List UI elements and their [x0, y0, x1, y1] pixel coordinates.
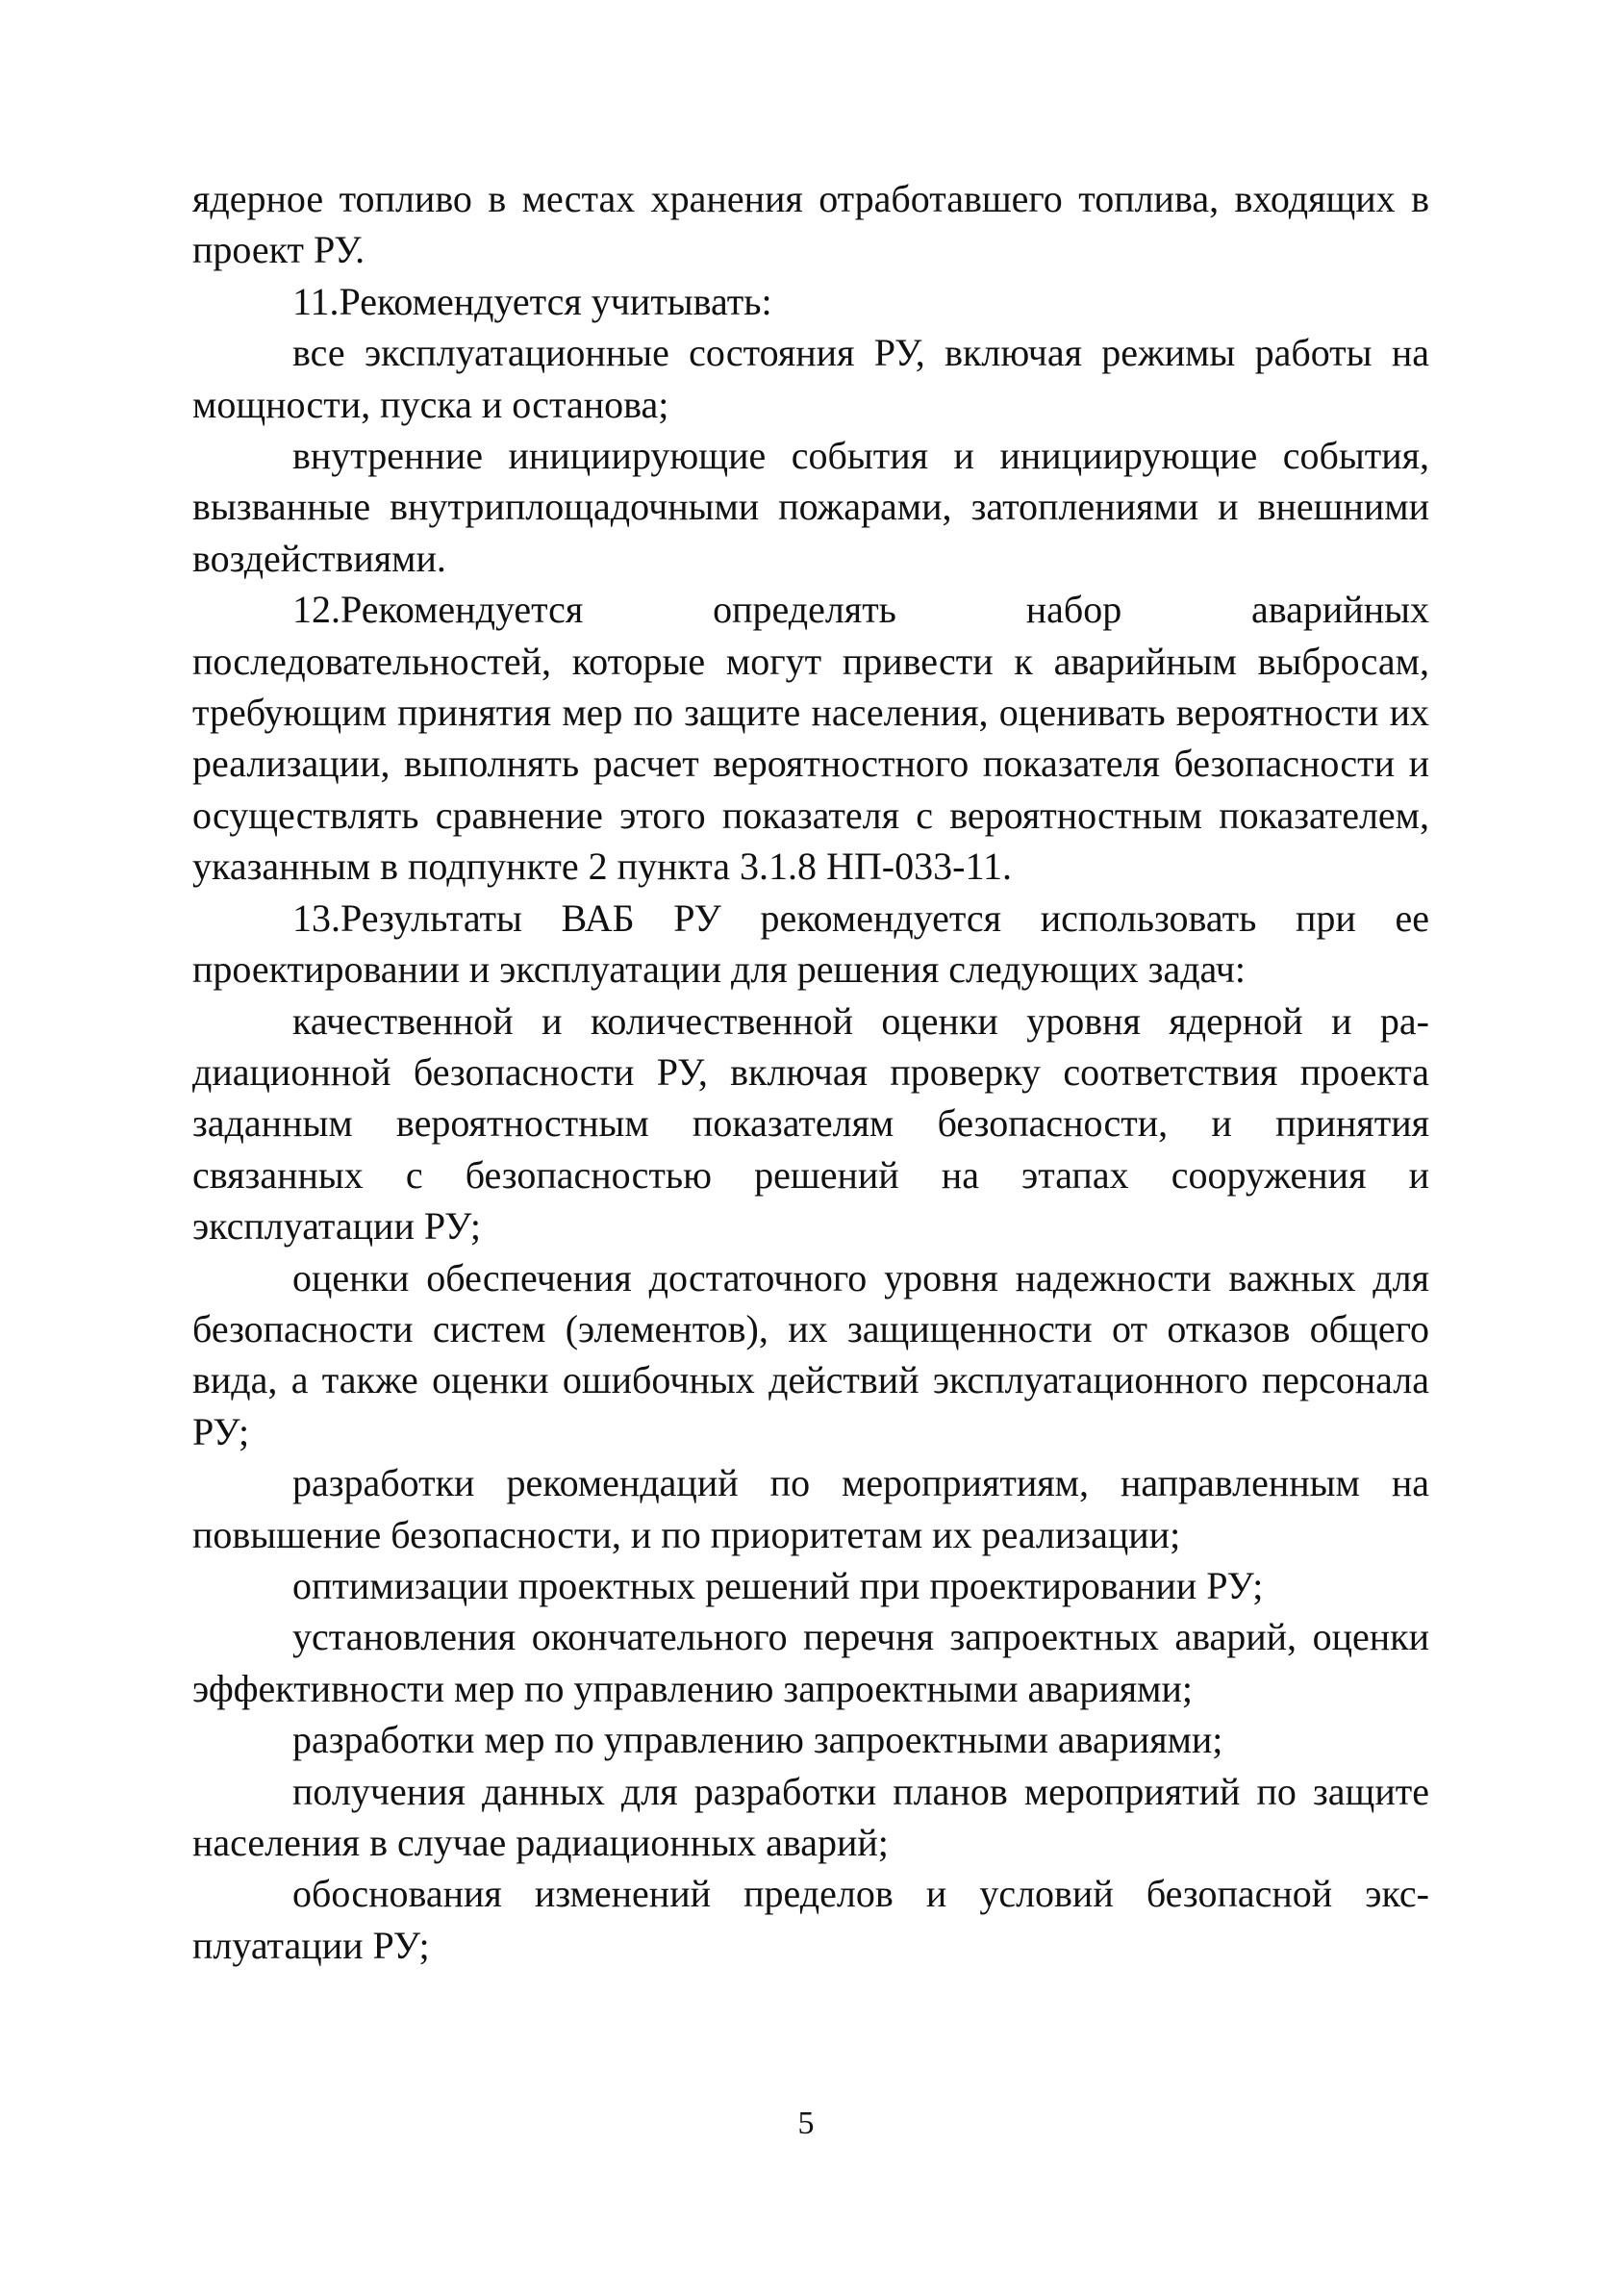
paragraph-reliability-assessment: оценки обеспечения достаточного уровня надежности важных для безопасности систем (элементов), их защищенности от отказов общего вида, а также оценки ошибочных действий эксплуатационного персонала РУ; [192, 1255, 1429, 1453]
paragraph-safety-assessment: качественной и количественной оценки уровня ядерной и радиационной безопасности РУ, включая проверку соответствия проекта заданным вероятностным показателям безопасности, и принятия связанных с безопасностью решений на этапах сооружения и эксплуатации РУ; [192, 998, 1429, 1249]
paragraph-continuation: ядерное топливо в местах хранения отработавшего топлива, входящих в проект РУ. [192, 177, 1429, 272]
paragraph-item-12: 12.Рекомендуется определять набор аварийных последовательностей, которые могут привести к аварийным выбросам, требующим принятия мер по защите населения, оценивать вероятности их реализации, выполнять расчет вероятностного показателя безопасности и осуществлять сравнение этого показателя с вероятностным показателем, указанным в подпункте 2 пункта 3.1.8 НП-033-11. [192, 588, 1429, 889]
paragraph-item-11: 11.Рекомендуется учитывать: [292, 279, 772, 323]
paragraph-beyond-design-list: установления окончательного перечня запроектных аварий, оценки эффективности мер по управлению запроектными авариями; [192, 1615, 1429, 1710]
page-number: 5 [797, 2106, 815, 2141]
paragraph-operating-limits: обоснования изменений пределов и условий безопасной эксплуатации РУ; [192, 1872, 1429, 1967]
paragraph-item-13: 13.Результаты ВАБ РУ рекомендуется использовать при ее проектировании и эксплуатации для решения следующих задач: [192, 896, 1429, 992]
paragraph-accident-management: разработки мер по управлению запроектными авариями; [292, 1718, 1223, 1762]
body-text [192, 173, 1429, 1971]
paragraph-population-protection: получения данных для разработки планов мероприятий по защите населения в случае радиационных аварий; [192, 1769, 1429, 1864]
paragraph-recommendations: разработки рекомендаций по мероприятиям, направленным на повышение безопасности, и по приоритетам их реализации; [192, 1461, 1429, 1556]
paragraph-operational-states: все эксплуатационные состояния РУ, включая режимы работы на мощности, пуска и останова; [192, 331, 1429, 426]
paragraph-initiating-events: внутренние инициирующие события и инициирующие события, вызванные внутриплощадочными пожарами, затоплениями и внешними воздействиями. [192, 434, 1429, 580]
paragraph-design-optimization: оптимизации проектных решений при проектировании РУ; [292, 1563, 1264, 1607]
